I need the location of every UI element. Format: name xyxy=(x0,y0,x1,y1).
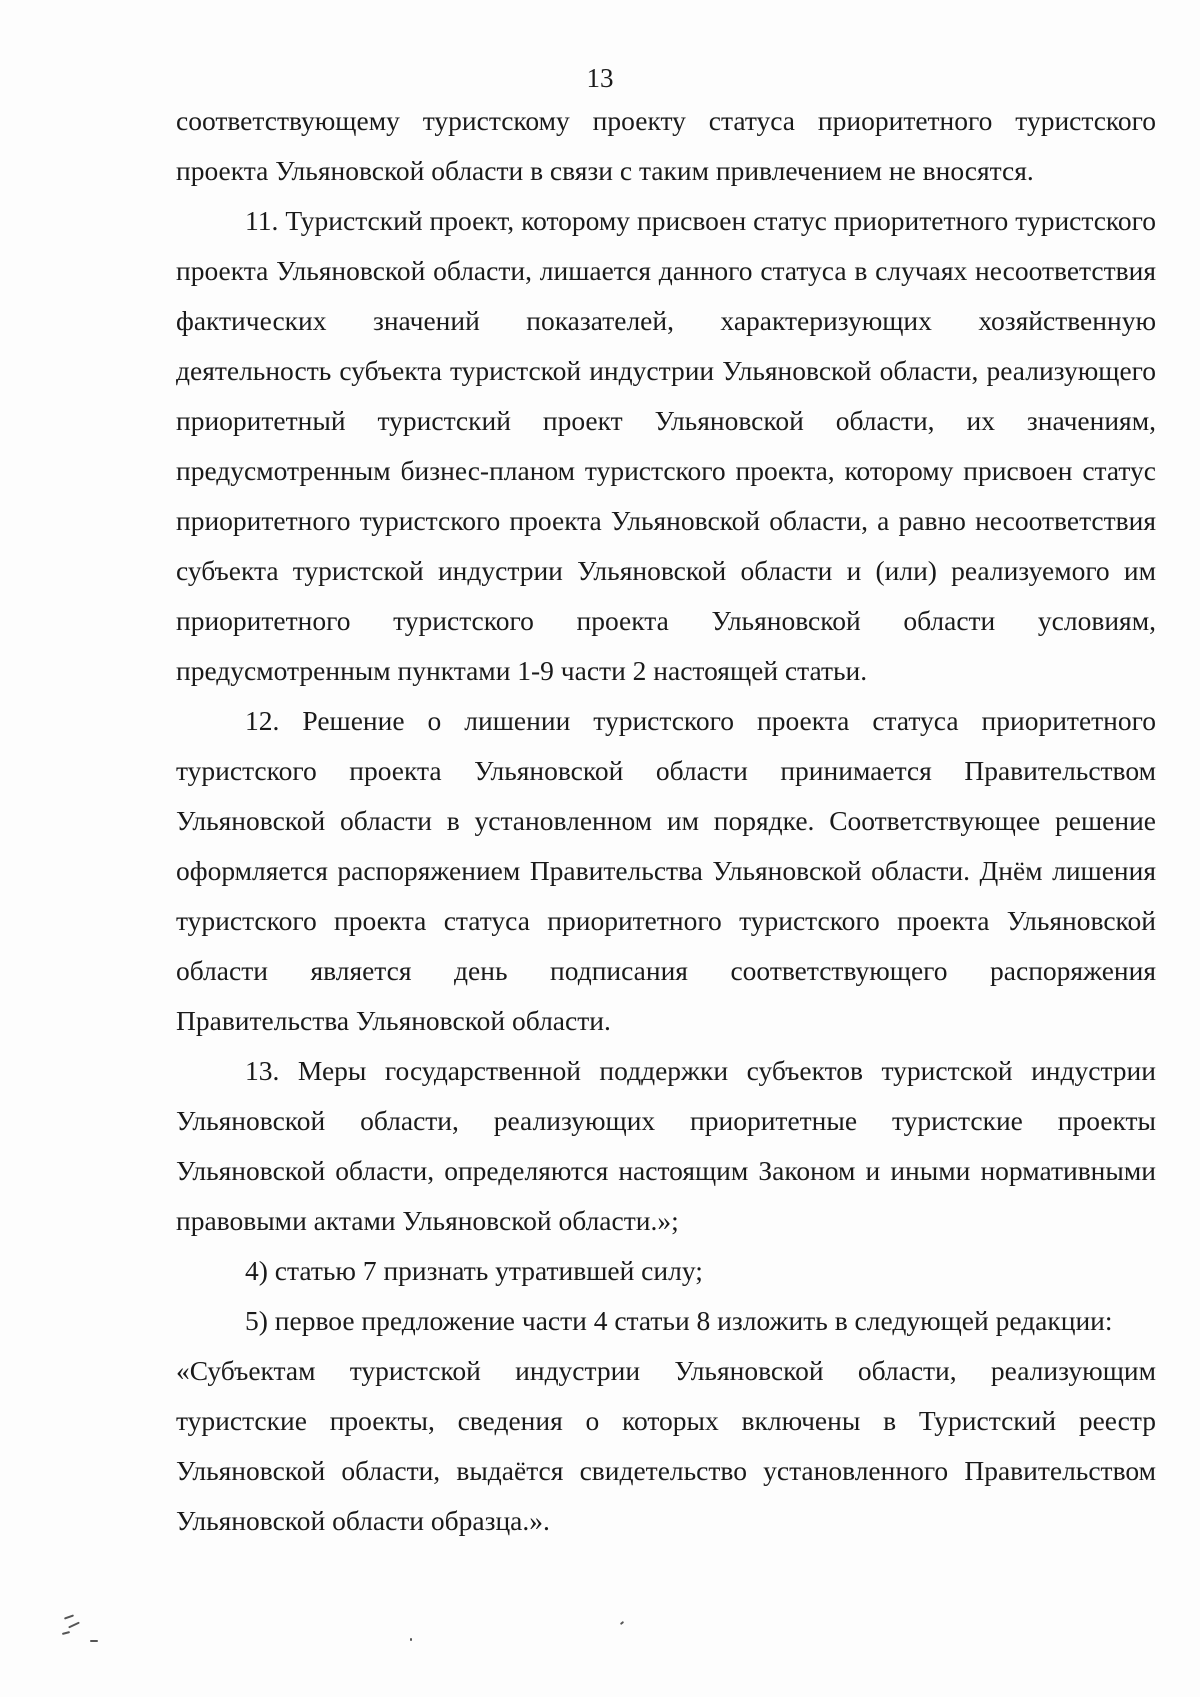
paragraph-continuation: соответствующему туристскому проекту статуса приоритетного туристского проекта Ульяновской области в связи с таким привлечением не вносятся. xyxy=(176,105,1156,186)
paragraph-quoted-text: «Субъектам туристской индустрии Ульяновской области, реализующим туристские проекты, сведения о которых включены в Туристский реестр Ульяновской области, выдаётся свидетельство установленного Правительством Ульяновской области образца.». xyxy=(176,1355,1156,1536)
paragraph-item-13: 13. Меры государственной поддержки субъектов туристской индустрии Ульяновской области, реализующих приоритетные туристские проекты Ульяновской области, определяются настоящим Законом и иными нормативными правовыми актами Ульяновской области.»; xyxy=(176,1055,1156,1236)
page-number: 13 xyxy=(586,63,614,93)
paragraph-item-12: 12. Решение о лишении туристского проекта статуса приоритетного туристского проекта Ульяновской области принимается Правительством Ульяновской области в установленном им порядке. Соответствующее решение оформляется распоряжением Правительства Ульяновской области. Днём лишения туристского проекта статуса приоритетного туристского проекта Ульяновской области является день подписания соответствующего распоряжения Правительства Ульяновской области. xyxy=(176,705,1156,1036)
paragraph-item-11: 11. Туристский проект, которому присвоен статус приоритетного туристского проекта Ульяновской области, лишается данного статуса в случаях несоответствия фактических значений показателей, характеризующих хозяйственную деятельность субъекта туристской индустрии Ульяновской области, реализующего приоритетный туристский проект Ульяновской области, их значениям, предусмотренным бизнес-планом туристского проекта, которому присвоен статус приоритетного туристского проекта Ульяновской области, а равно несоответствия субъекта туристской индустрии Ульяновской области и (или) реализуемого им приоритетного туристского проекта Ульяновской области условиям, предусмотренным пунктами 1-9 части 2 настоящей статьи. xyxy=(176,205,1156,686)
scan-artifact-dot xyxy=(410,1638,412,1641)
document-body xyxy=(176,96,1156,1546)
paragraph-amendment-5: 5) первое предложение части 4 статьи 8 изложить в следующей редакции: xyxy=(245,1305,1113,1336)
paragraph-amendment-4: 4) статью 7 признать утратившей силу; xyxy=(245,1255,703,1286)
scan-artifact-mark xyxy=(60,1610,110,1650)
scan-artifact-dot xyxy=(620,1621,624,1625)
